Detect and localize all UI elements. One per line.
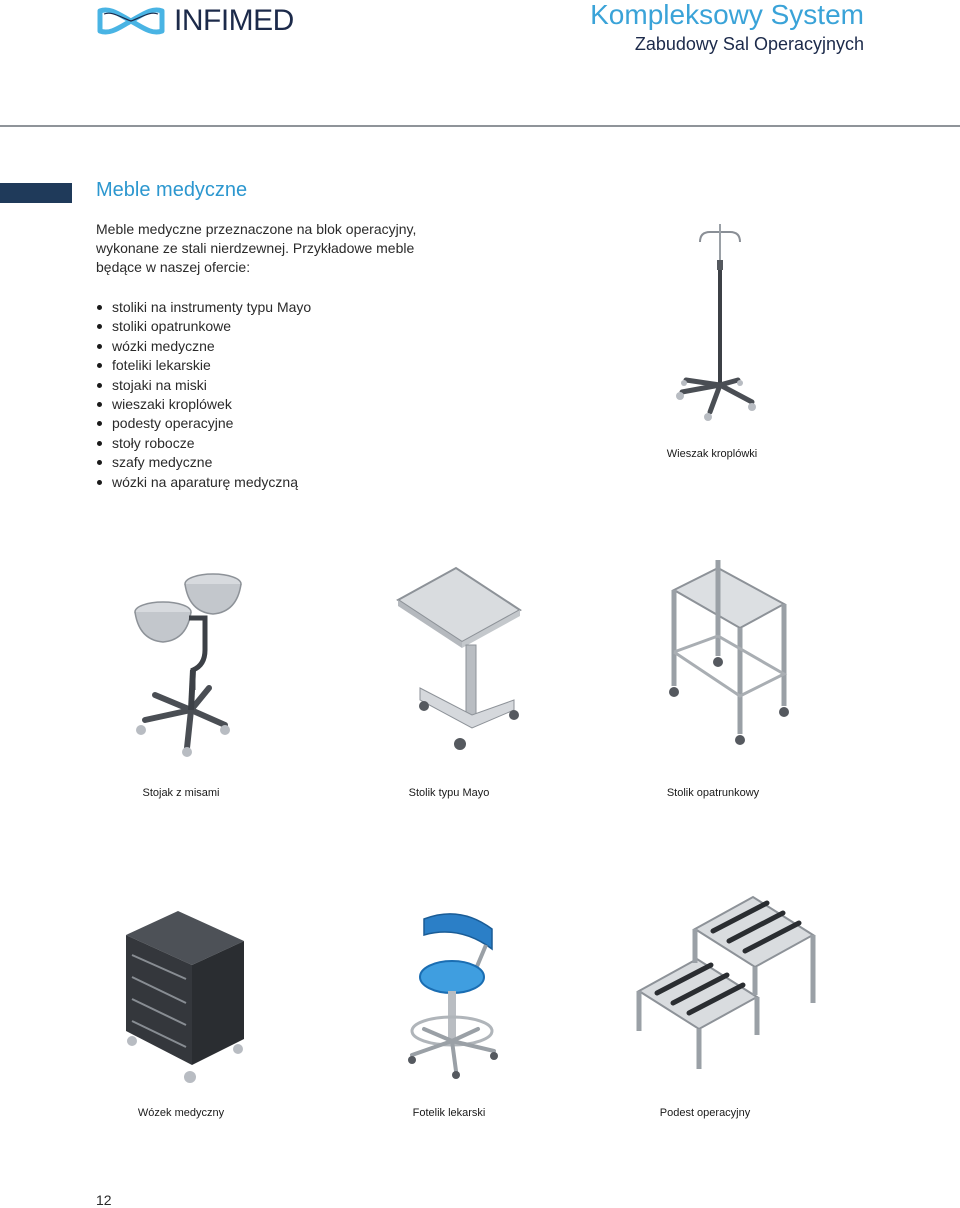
- medical-cart-image: [118, 905, 253, 1085]
- infimed-logo: [96, 4, 294, 38]
- page-number: 12: [96, 1192, 112, 1208]
- logo-ribbon-icon: [96, 5, 166, 37]
- list-item: stoły robocze: [96, 434, 311, 453]
- list-item: stojaki na miski: [96, 376, 311, 395]
- section-intro: Meble medyczne przeznaczone na blok operacyjny, wykonane ze stali nierdzewnej. Przykładowe meble będące w naszej ofercie:: [96, 221, 417, 275]
- mayo-table-image: [390, 560, 530, 760]
- caption-step-platform: Podest operacyjny: [659, 1107, 751, 1119]
- caption-iv-stand: Wieszak kroplówki: [666, 448, 758, 460]
- list-item: stoliki opatrunkowe: [96, 317, 311, 336]
- caption-medical-cart: Wózek medyczny: [137, 1107, 225, 1119]
- step-platform-image: [635, 895, 825, 1075]
- list-item: wieszaki kroplówek: [96, 395, 311, 414]
- header-divider: [0, 125, 960, 127]
- caption-bowl-stand: Stojak z misami: [142, 787, 220, 799]
- logo-text: INFIMED: [174, 4, 294, 37]
- product-list: [96, 298, 311, 492]
- iv-stand-image: [660, 220, 770, 425]
- bowl-stand-image: [125, 570, 245, 760]
- caption-dressing-table: Stolik opatrunkowy: [666, 787, 760, 799]
- list-item: stoliki na instrumenty typu Mayo: [96, 298, 311, 317]
- list-item: podesty operacyjne: [96, 414, 311, 433]
- caption-doctor-chair: Fotelik lekarski: [412, 1107, 486, 1119]
- list-item: wózki na aparaturę medyczną: [96, 473, 311, 492]
- section-accent-bar: [0, 183, 72, 203]
- list-item: foteliki lekarskie: [96, 356, 311, 375]
- list-item: wózki medyczne: [96, 337, 311, 356]
- doctor-chair-image: [400, 905, 510, 1080]
- section-title: Meble medyczne: [96, 179, 248, 201]
- header-title: [590, 0, 864, 56]
- caption-mayo-table: Stolik typu Mayo: [408, 787, 490, 799]
- header-title-line2: Zabudowy Sal Operacyjnych: [634, 34, 864, 54]
- list-item: szafy medyczne: [96, 453, 311, 472]
- dressing-table-image: [660, 556, 795, 751]
- header-title-line1: Kompleksowy System: [590, 0, 864, 30]
